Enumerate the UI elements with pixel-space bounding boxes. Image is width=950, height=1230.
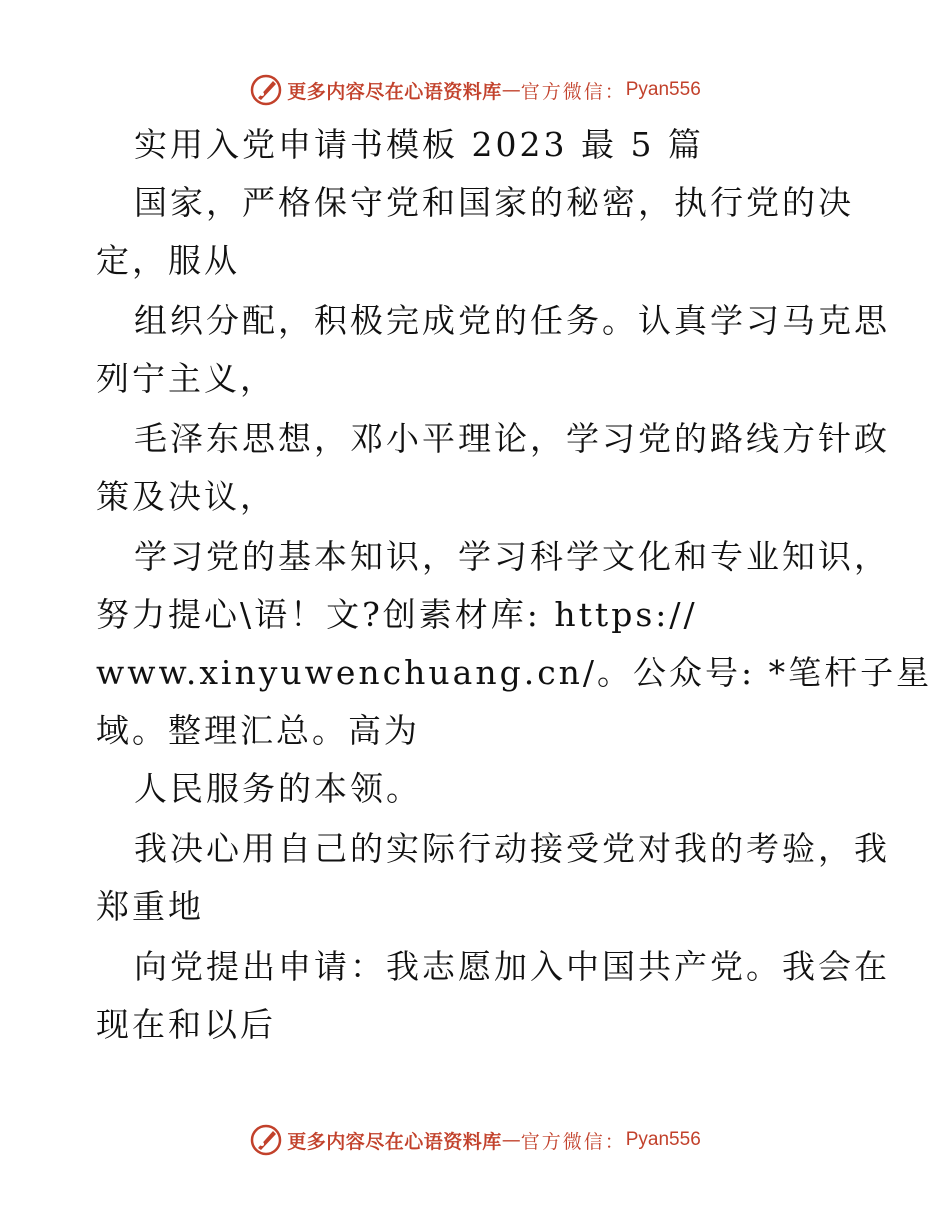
paragraph-line: 列宁主义， xyxy=(96,359,276,398)
banner-dash: — xyxy=(501,1129,521,1151)
paragraph-line: 现在和以后 xyxy=(96,1005,276,1044)
paragraph-line: 域。整理汇总。高为 xyxy=(96,711,420,750)
banner-wechat-label: 官方微信： xyxy=(520,80,626,103)
paragraph-line: 人民服务的本领。 xyxy=(134,769,422,808)
pen-nib-logo-icon xyxy=(249,1123,283,1157)
banner-wechat-label: 官方微信： xyxy=(520,1130,626,1153)
paragraph-line: 郑重地 xyxy=(96,887,204,926)
document-body xyxy=(96,116,933,1054)
banner-site-name: 更多内容尽在心语资料库 xyxy=(287,1130,502,1153)
header-banner xyxy=(0,70,950,110)
paragraph-line: 策及决议， xyxy=(96,477,276,516)
paragraph-line: 学习党的基本知识，学习科学文化和专业知识， xyxy=(134,537,890,576)
footer-banner xyxy=(0,1120,950,1160)
banner-wechat-id: Pyan556 xyxy=(625,1129,701,1150)
banner-wechat-id: Pyan556 xyxy=(625,79,701,100)
banner-site-name: 更多内容尽在心语资料库 xyxy=(287,80,502,103)
paragraph-line: 定，服从 xyxy=(96,241,240,280)
pen-nib-logo-icon xyxy=(249,73,283,107)
banner-dash: — xyxy=(501,79,521,101)
paragraph-line: www.xinyuwenchuang.cn/。公众号: *笔杆子星 xyxy=(96,653,933,692)
paragraph-line: 国家，严格保守党和国家的秘密，执行党的决 xyxy=(134,183,854,222)
paragraph-line: 向党提出申请：我志愿加入中国共产党。我会在 xyxy=(134,947,890,986)
paragraph-line: 组织分配，积极完成党的任务。认真学习马克思 xyxy=(134,301,890,340)
paragraph-line: 毛泽东思想，邓小平理论，学习党的路线方针政 xyxy=(134,419,890,458)
paragraph-line: 努力提心\语！文?创素材库: https:// xyxy=(96,595,698,634)
paragraph-line: 我决心用自己的实际行动接受党对我的考验，我 xyxy=(134,829,890,868)
document-title: 实用入党申请书模板 2023 最 5 篇 xyxy=(134,125,704,164)
